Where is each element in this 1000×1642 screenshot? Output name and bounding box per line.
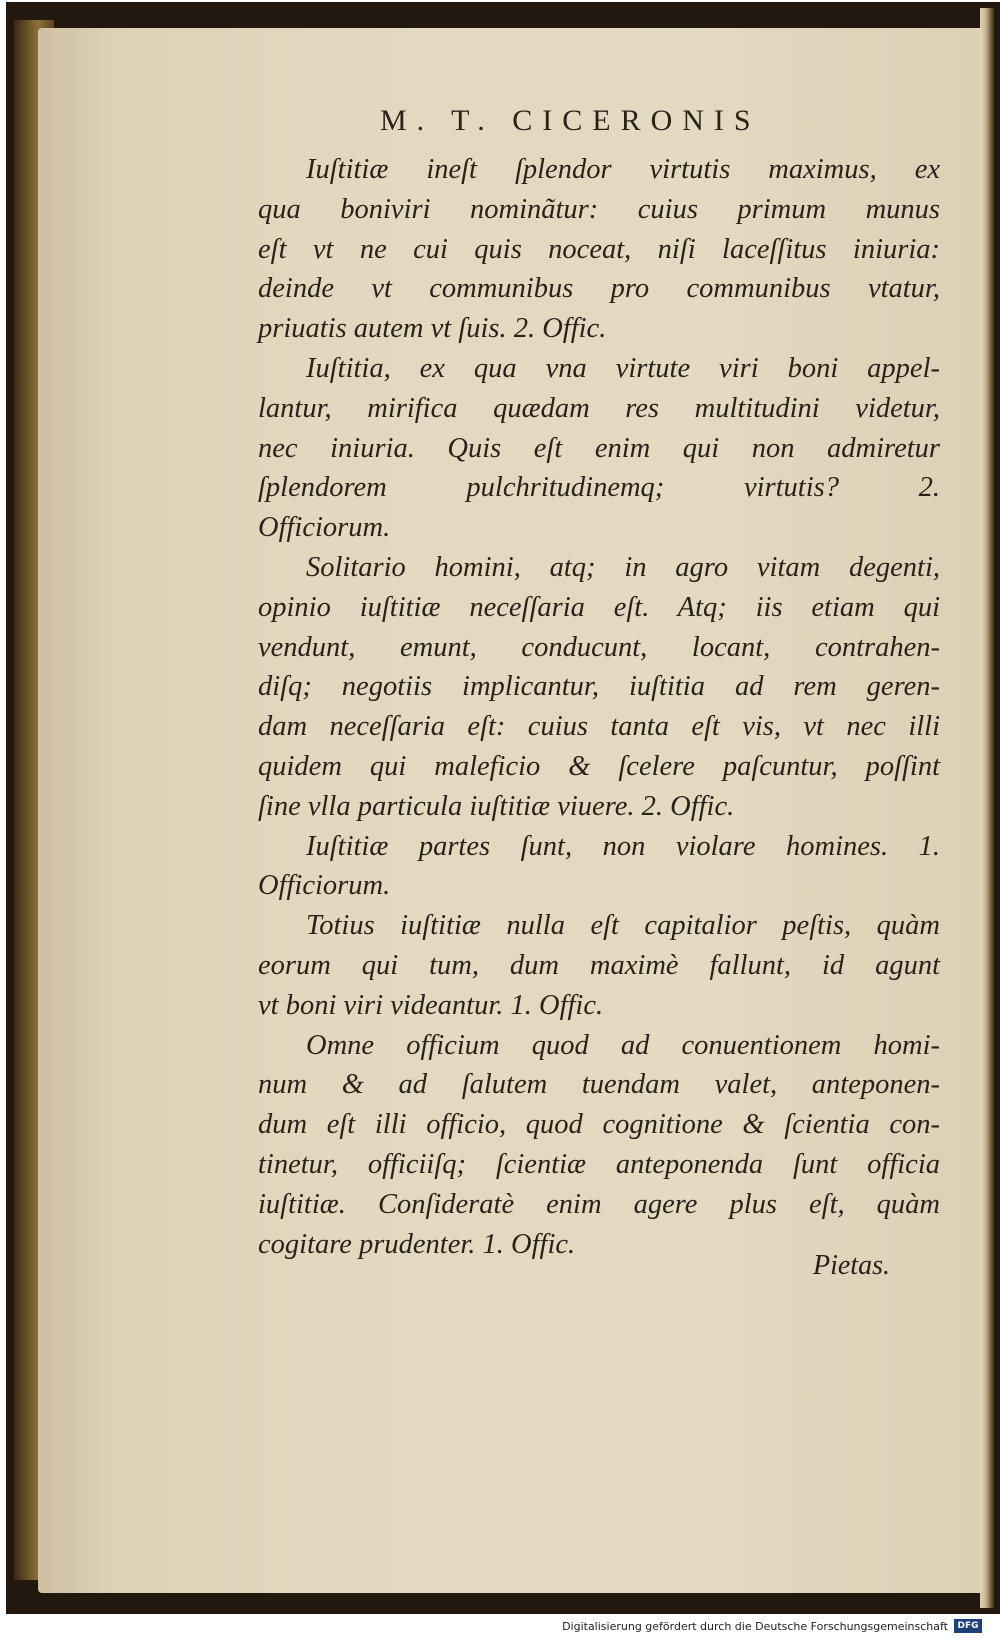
text-line: qua boniviri nominãtur: cuius primum munus [258,193,940,225]
footer-credit: Digitalisierung gefördert durch die Deutsche Forschungsgemeinschaft [562,1620,948,1633]
text-line: Officiorum. [258,512,391,544]
text-line: ſine vlla particula iuſtitiæ viuere. 2. Offic. [258,790,735,822]
page-body [258,150,940,1264]
text-line: priuatis autem vt ſuis. 2. Offic. [258,313,607,345]
text-line: iuſtitiæ. Conſideratè enim agere plus eſt, quàm [258,1188,940,1220]
text-line: Solitario homini, atq; in agro vitam degenti, [306,551,940,583]
text-line: dum eſt illi officio, quod cognitione & ſcientia con- [258,1109,940,1141]
paragraph [258,906,940,1025]
text-line: vt boni viri videantur. 1. Offic. [258,989,604,1021]
paragraph [258,1026,940,1265]
running-head: M. T. CICERONIS [380,104,761,137]
paragraph [258,150,940,349]
paragraph [258,349,940,548]
text-line: dam neceſſaria eſt: cuius tanta eſt vis, vt nec illi [258,711,940,743]
text-line: Totius iuſtitiæ nulla eſt capitalior peſtis, quàm [306,910,940,942]
text-line: Iuſtitia, ex qua vna virtute viri boni appel- [306,352,940,384]
text-line: quidem qui maleficio & ſcelere paſcuntur, poſſint [258,750,940,782]
footer-bar [0,1614,1000,1642]
catchword: Pietas. [813,1250,890,1281]
paragraph [258,827,940,907]
text-line: lantur, mirifica quædam res multitudini videtur, [258,392,940,424]
text-line: Iuſtitiæ partes ſunt, non violare homines. 1. [306,830,940,862]
text-line: eſt vt ne cui quis noceat, niſi laceſſitus iniuria: [258,233,940,265]
dfg-logo-icon: DFG [954,1619,982,1633]
text-line: tinetur, officiiſq; ſcientiæ anteponenda ſunt officia [258,1148,940,1180]
text-line: Omne officium quod ad conuentionem homi- [306,1029,940,1061]
text-line: opinio iuſtitiæ neceſſaria eſt. Atq; iis etiam qui [258,591,940,623]
text-line: ſplendorem pulchritudinemq; virtutis? 2. [258,472,940,504]
text-line: Iuſtitiæ ineſt ſplendor virtutis maximus, ex [306,154,940,185]
text-line: num & ad ſalutem tuendam valet, anteponen- [258,1069,940,1101]
text-line: vendunt, emunt, conducunt, locant, contrahen- [258,631,940,663]
text-line: cogitare prudenter. 1. Offic. [258,1228,576,1260]
text-line: eorum qui tum, dum maximè fallunt, id agunt [258,949,940,981]
text-line: diſq; negotiis implicantur, iuſtitia ad rem geren- [258,671,940,703]
text-line: deinde vt communibus pro communibus vtatur, [258,273,940,305]
text-line: nec iniuria. Quis eſt enim qui non admiretur [258,432,940,464]
text-line: Officiorum. [258,870,391,902]
paragraph [258,548,940,827]
